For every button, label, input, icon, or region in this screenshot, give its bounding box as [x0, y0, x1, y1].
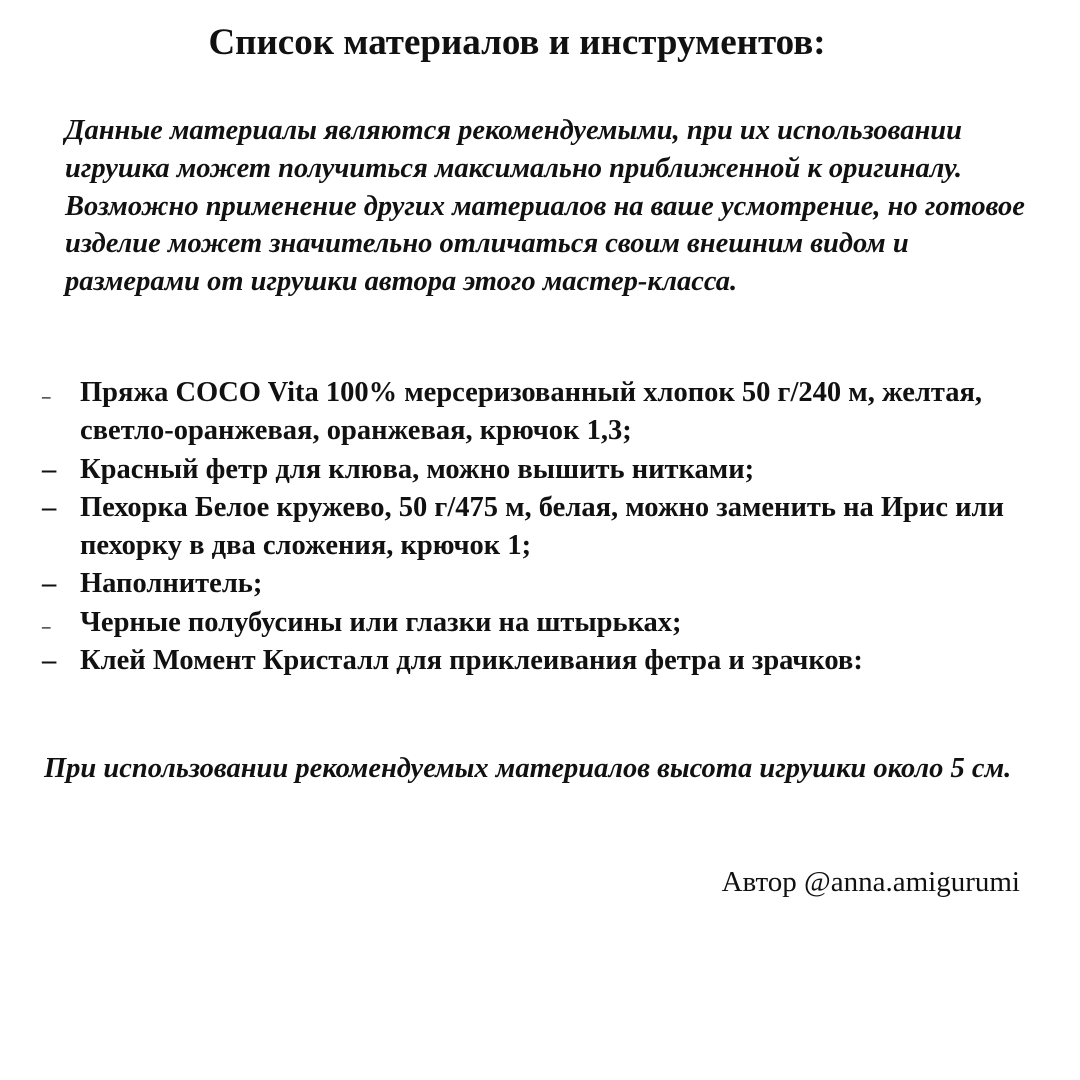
dash-bullet: – — [42, 616, 51, 636]
dash-bullet: – — [42, 387, 51, 406]
list-item — [42, 604, 1042, 642]
list-item — [42, 642, 1042, 680]
list-item — [42, 374, 1042, 451]
list-item-text: Пехорка Белое кружево, 50 г/475 м, белая, можно заменить на Ирис или пехорку в два сложения, крючок 1; — [80, 491, 1004, 562]
dash-bullet: – — [42, 645, 57, 677]
height-note: При использовании рекомендуемых материалов высота игрушки около 5 см. — [44, 753, 1012, 784]
dash-bullet: – — [42, 568, 57, 600]
list-item-text: Черные полубусины или глазки на штырьках; — [80, 606, 682, 638]
list-item — [42, 451, 1042, 489]
dash-bullet: – — [42, 453, 57, 485]
page-title: Список материалов и инструментов: — [208, 22, 826, 63]
author-credit: Автор @anna.amigurumi — [721, 866, 1020, 898]
list-item — [42, 565, 1042, 603]
materials-list — [42, 374, 1042, 680]
intro-paragraph: Данные материалы являются рекомендуемыми, при их использовании игрушка может получиться максимально приближенной к оригиналу. Возможно применение других материалов на ваше усмотрение, но готовое изделие может значительно отличаться своим внешним видом и размерами от игрушки автора этого мастер-класса. — [65, 115, 1025, 298]
list-item-text: Наполнитель; — [80, 568, 263, 600]
list-item — [42, 489, 1042, 566]
list-item-text: Клей Момент Кристалл для приклеивания фетра и зрачков: — [80, 645, 863, 677]
list-item-text: Красный фетр для клюва, можно вышить нитками; — [80, 453, 755, 485]
dash-bullet: – — [42, 491, 57, 523]
list-item-text: Пряжа COCO Vita 100% мерсеризованный хлопок 50 г/240 м, желтая, светло-оранжевая, оранжевая, крючок 1,3; — [80, 377, 983, 447]
